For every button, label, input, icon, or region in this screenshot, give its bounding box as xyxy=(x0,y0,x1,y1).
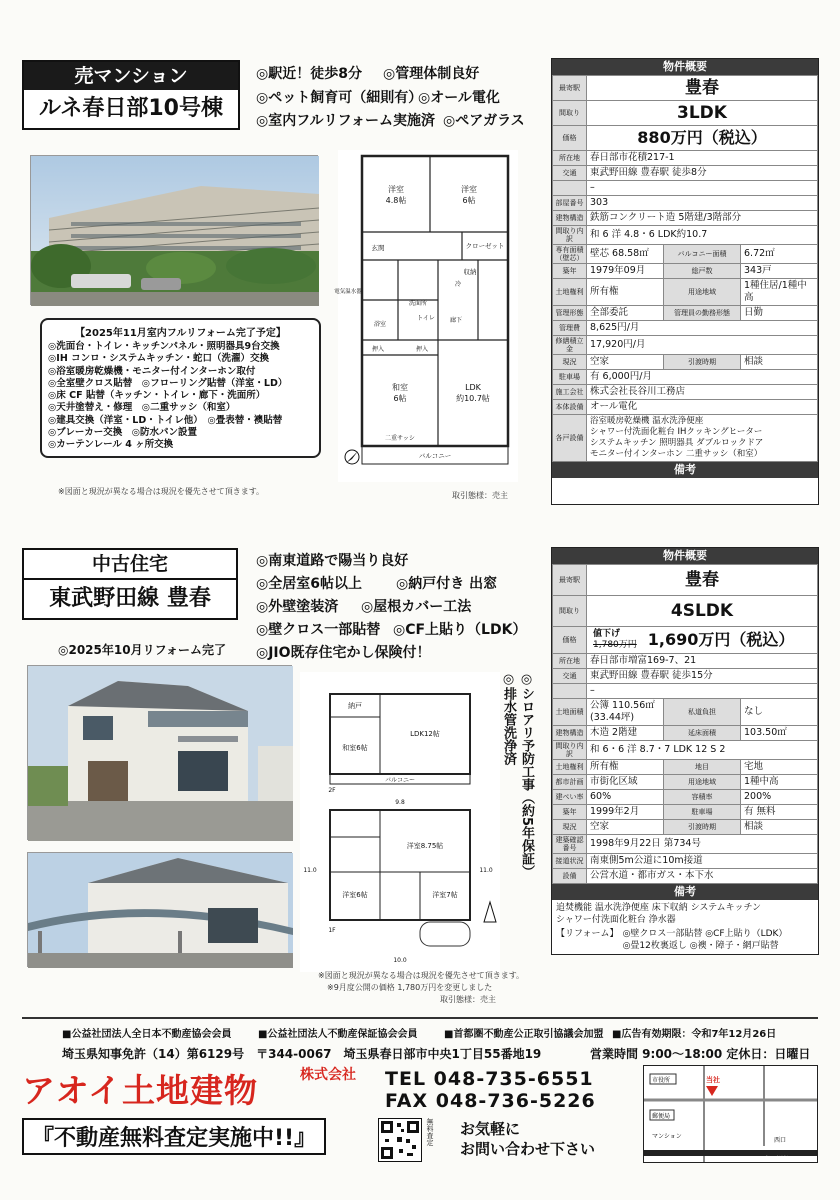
spec-address: 春日部市花積217-1 xyxy=(587,151,818,166)
listing2-feature: ◎南東道路で陽当り良好 xyxy=(256,553,409,569)
plan1-room-label: 冷 xyxy=(454,281,462,288)
plan1-room-label: 押入 xyxy=(415,346,429,353)
listing2-feature: ◎全居室6帖以上 xyxy=(256,576,362,592)
north-arrow-icon xyxy=(484,902,496,922)
listing2-credit: 取引態様：売主 xyxy=(440,995,496,1004)
plan1-room-label: 玄関 xyxy=(371,244,385,252)
plan1-room-label: 電気温水器 xyxy=(334,289,362,295)
spec-header: 物件概要 xyxy=(552,548,818,564)
listing1-title-box xyxy=(22,60,240,130)
plan2-room-label: 1F xyxy=(328,927,336,934)
price-reduced-label: 値下げ xyxy=(593,629,621,639)
listing1-category: 売マンション xyxy=(24,62,238,90)
plan2-room-label: 洋室7帖 xyxy=(432,891,458,899)
svg-text:マンション: マンション xyxy=(652,1133,682,1140)
plan2-room-label: 洋室6帖 xyxy=(342,891,368,899)
listing1-spec-table: 物件概要 最寄駅 豊春 間取り 3LDK 価格 880万円（税込） 所在地 春日部市花積217-1 交通 東武野田線 豊春駅 徒歩8分 – 部屋番号 303 建物構造 鉄筋コンクリート造 5階建/3階部分 間取り内訳 和 6 洋 4.8・6 LDK約10.7 専有面積（壁芯） 壁芯 68.58㎡ バルコニー面積 6.72㎡ 築年 1979年09月 総戸数 343戸 土地権利 所有権 用途地域 1種住居/1種中高 管理形態 全部委託 管理員の勤務形態 日勤 管理費 8,625円/月 修繕積立金 17,920円/月 現況 空家 引渡時期 相談 駐車場 有 6,000円/月 施工会社 株式会社長谷川工務店 本体設備 オール電化 各戸設備 浴室暖房乾燥機 温水洗浄便座 シャワー付洗面化粧台 IHクッキングヒーター システムキッチン 照明器具 ダブルロックドア モニター付インターホン 二重サッシ（和室） 備考 xyxy=(551,58,819,505)
spec-layout: 3LDK xyxy=(587,101,818,126)
listing2-title-box xyxy=(22,548,238,620)
plan2-dimension: 11.0 xyxy=(479,867,493,874)
listing1-feature: ◎ペット飼育可（細則有） xyxy=(256,90,423,106)
spec-room-number: 303 xyxy=(587,196,818,211)
listing2-feature: ◎屋根カバー工法 xyxy=(361,599,472,615)
contact-line: お気軽に xyxy=(460,1120,521,1138)
spec-station: 豊春 xyxy=(587,565,818,596)
reform-item: ◎洗面台・トイレ・キッチンパネル・照明器具9台交換 xyxy=(48,341,280,352)
reform-item: ◎天井塗替え・修理 ◎二重サッシ（和室） xyxy=(48,402,236,414)
listing2-price-change-note: ※9月度公開の価格 1,780万円を変更しました xyxy=(327,983,493,992)
contact-line: お問い合わせ下さい xyxy=(460,1140,596,1158)
qr-code-icon[interactable] xyxy=(378,1118,422,1162)
listing2-name: 東武野田線 豊春 xyxy=(49,586,211,611)
plan1-room-label: 二重サッシ xyxy=(385,435,415,442)
spec-built: 1979年09月 xyxy=(587,264,664,279)
plan1-room-label: 洋室 xyxy=(388,185,404,194)
listing1-feature: ◎オール電化 xyxy=(418,90,500,106)
spec-units: 343戸 xyxy=(741,264,818,279)
listing2-termite-note: ◎シロアリ予防工事（約5年保証） xyxy=(519,672,534,879)
plan2-room-label: LDK12帖 xyxy=(410,730,440,738)
plan1-room-label: 廊下 xyxy=(449,317,463,324)
listing2-feature: ◎JIO既存住宅かし保険付！ xyxy=(256,645,431,661)
svg-text:春日部駅: 春日部駅 xyxy=(764,1156,789,1163)
listing1-reform-box xyxy=(40,318,321,458)
reform-item: ◎床 CF 貼替（キッチン・トイレ・廊下・洗面所） xyxy=(48,390,266,402)
spec-access: 東武野田線 豊春駅 徒歩15分 xyxy=(587,669,818,684)
plan1-room-label: LDK xyxy=(465,383,481,392)
footer-divider xyxy=(22,1017,818,1019)
listing2-feature: ◎外壁塗装済 xyxy=(256,599,339,615)
reform-item: ◎ブレーカー交換 ◎防水パン設置 xyxy=(48,427,198,439)
spec-remarks-header: 備考 xyxy=(552,884,818,900)
plan2-room-label: 納戸 xyxy=(348,702,362,710)
spec-price: 1,690万円（税込） xyxy=(647,630,795,649)
plan1-room-label: 6帖 xyxy=(462,196,476,205)
plan1-room-label: 洋室 xyxy=(461,185,477,194)
plan1-room-label: 和室 xyxy=(392,383,408,392)
reform-item: ◎カーテンレール 4 ヶ所交換 xyxy=(48,439,174,451)
listing1-credit: 取引態様：売主 xyxy=(452,491,508,500)
spec-header: 物件概要 xyxy=(552,59,818,75)
spec-equipment: 浴室暖房乾燥機 温水洗浄便座 シャワー付洗面化粧台 IHクッキングヒーター システムキッチン 照明器具 ダブルロックドア モニター付インターホン 二重サッシ（和室） xyxy=(587,415,818,462)
qr-caption: 無料査定 xyxy=(426,1118,434,1146)
plan1-room-label: クローゼット xyxy=(465,242,505,250)
listing2-feature: ◎壁クロス一部貼替 xyxy=(256,622,381,638)
spec-address: 春日部市増富169-7、21 xyxy=(587,654,818,669)
spec-access: 東武野田線 豊春駅 徒歩8分 xyxy=(587,166,818,181)
free-assessment-banner: 『不動産無料査定実施中!!』 xyxy=(22,1118,326,1155)
plan2-room-label: 和室6帖 xyxy=(342,744,368,752)
spec-remarks xyxy=(552,478,818,504)
listing1-name: ルネ春日部10号棟 xyxy=(39,96,223,121)
plan2-dimension: 11.0 xyxy=(303,867,317,874)
listing2-drain-note: ◎排水管洗浄済 xyxy=(501,672,516,765)
plan1-room-label: 6帖 xyxy=(393,394,407,403)
plan1-room-label: バルコニー xyxy=(418,452,452,460)
listing2-spec-table: 物件概要 最寄駅 豊春 間取り 4SLDK 価格 値下げ 1,780万円 1,690万円（税込） 所在地 春日部市増富169-7、21 交通 東武野田線 豊春駅 徒歩15分 – 土地面積 公簿 110.56㎡ (33.44坪) 私道負担 なし 建物構造 木造 2階建 延床面積 103.50㎡ 間取り内訳 和 6・6 洋 8.7・7 LDK 12 S 2 土地権利 所有権 地目 宅地 都市計画 市街化区域 用途地域 1種中高 建ぺい率 60% 容積率 200% 築年 1999年2月 駐車場 有 無料 現況 空家 引渡時期 相談 建築確認番号 1998年9月22日 第734号 接道状況 南東側5m公道に10m接道 設備 公営水道・都市ガス・本下水 備考 追焚機能 温水洗浄便座 床下収納 システムキッチン シャワー付洗面化粧台 浄水器 【リフォーム】 ◎壁クロス一部貼替 ◎CF上貼り（LDK） ◎畳12枚裏返し ◎襖・障子・網戸貼替 xyxy=(551,547,819,955)
spec-price: 880万円（税込） xyxy=(587,126,818,151)
business-hours: 営業時間 9:00～18:00 定休日：日曜日 xyxy=(590,1047,811,1061)
spec-price-cell xyxy=(587,627,818,654)
old-price: 1,780万円 xyxy=(593,640,637,650)
spec-area: 壁芯 68.58㎡ xyxy=(587,245,664,264)
plan1-room-label: 浴室 xyxy=(373,321,387,328)
listing1-feature: ◎駅近！徒歩8分 xyxy=(256,66,362,82)
plan2-room-label: 2F xyxy=(328,787,336,794)
plan1-room-label: 洗面所 xyxy=(408,300,428,307)
plan2-dimension: 9.8 xyxy=(395,799,405,806)
spec-remarks: 追焚機能 温水洗浄便座 床下収納 システムキッチン シャワー付洗面化粧台 浄水器 【リフォーム】 ◎壁クロス一部貼替 ◎CF上貼り（LDK） ◎畳12枚裏返し ◎襖・障子・網戸貼替 xyxy=(556,903,788,951)
plan2-room-label: バルコニー xyxy=(384,777,416,784)
listing2-floor-plan xyxy=(300,672,500,972)
association: ■首都圏不動産公正取引協議会加盟 xyxy=(444,1029,604,1040)
plan1-room-label: 押入 xyxy=(371,346,385,353)
plan1-room-label: トイレ xyxy=(417,315,435,322)
listing1-building-photo xyxy=(30,155,318,305)
listing1-floor-plan xyxy=(334,150,518,482)
company-name: アオイ土地建物 xyxy=(22,1071,259,1110)
listing1-feature: ◎管理体制良好 xyxy=(383,66,480,82)
association: ■広告有効期限：令和7年12月26日 xyxy=(612,1029,777,1040)
listing2-category: 中古住宅 xyxy=(24,550,236,580)
listing2-carport-photo xyxy=(27,852,292,967)
listing1-feature: ◎室内フルリフォーム実施済 xyxy=(256,113,435,129)
spec-layout-detail: 和 6 洋 4.8・6 LDK約10.7 xyxy=(587,226,818,245)
compass-icon xyxy=(345,450,359,464)
association: ■公益社団法人不動産保証協会会員 xyxy=(258,1029,418,1040)
spec-balcony: 6.72㎡ xyxy=(741,245,818,264)
svg-text:当社: 当社 xyxy=(706,1076,720,1084)
access-map xyxy=(643,1065,818,1163)
spec-land-area: 公簿 110.56㎡ (33.44坪) xyxy=(587,699,664,726)
spec-structure: 鉄筋コンクリート造 5階建/3階部分 xyxy=(587,211,818,226)
listing2-feature: ◎CF上貼り（LDK） xyxy=(393,622,527,638)
plan2-room-label: 洋室8.75帖 xyxy=(406,842,444,850)
tel-number[interactable]: TEL 048-735-6551 xyxy=(385,1068,594,1090)
svg-text:郵便局: 郵便局 xyxy=(652,1113,671,1120)
reform-title: 【2025年11月室内フルリフォーム完了予定】 xyxy=(75,328,286,339)
listing1-note: ※図面と現況が異なる場合は現況を優先させて頂きます。 xyxy=(58,487,265,496)
listing1-feature: ◎ペアガラス xyxy=(443,113,525,129)
license: 埼玉県知事免許（14）第6129号 〒344-0067 埼玉県春日部市中央1丁目55番地19 xyxy=(62,1047,542,1061)
fax-number: FAX 048-736-5226 xyxy=(385,1090,596,1112)
svg-text:西口: 西口 xyxy=(774,1137,787,1144)
reform-item: ◎建具交換（洋室・LD・トイレ他） ◎畳表替・襖貼替 xyxy=(48,414,283,426)
association: ■公益社団法人全日本不動産協会会員 xyxy=(62,1029,232,1040)
reform-item: ◎IH コンロ・システムキッチン・蛇口（洗濯）交換 xyxy=(48,353,269,365)
spec-layout: 4SLDK xyxy=(587,596,818,627)
plan1-room-label: 4.8帖 xyxy=(385,196,407,205)
listing2-reform-done: ◎2025年10月リフォーム完了 xyxy=(58,643,226,657)
plan1-room-label: 約10.7帖 xyxy=(456,394,490,403)
listing2-feature: ◎納戸付き 出窓 xyxy=(396,576,498,592)
plan1-room-label: 収納 xyxy=(463,268,477,276)
listing2-note: ※図面と現況が異なる場合は現況を優先させて頂きます。 xyxy=(318,971,525,980)
spec-remarks-header: 備考 xyxy=(552,462,818,478)
svg-text:市役所: 市役所 xyxy=(652,1077,671,1084)
plan2-dimension: 10.0 xyxy=(393,957,407,964)
reform-item: ◎浴室暖房乾燥機・モニター付インターホン取付 xyxy=(48,365,256,377)
reform-item: ◎全室壁クロス貼替 ◎フローリング貼替（洋室・LD） xyxy=(48,377,288,389)
company-suffix: 株式会社 xyxy=(300,1067,356,1083)
listing2-house-photo xyxy=(27,665,292,840)
spec-station: 豊春 xyxy=(587,76,818,101)
